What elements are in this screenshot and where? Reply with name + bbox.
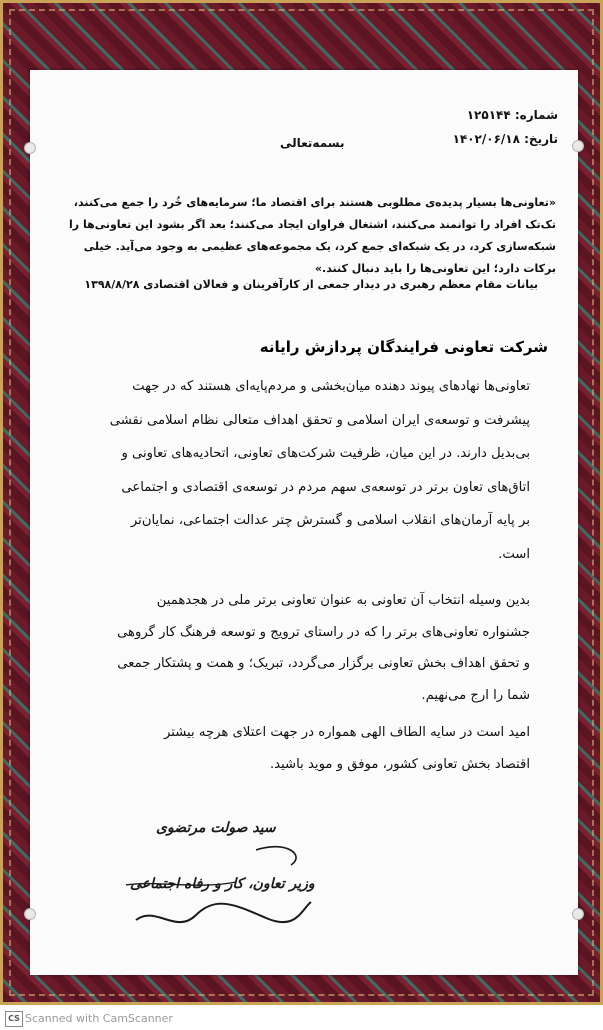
letter-paper xyxy=(30,70,578,975)
pin-icon xyxy=(24,142,36,154)
letter-number: شماره: ۱۲۵۱۴۴ xyxy=(466,108,558,122)
paragraph-line: بدین وسیله انتخاب آن تعاونی به عنوان تعاونی برتر ملی در هجدهمین xyxy=(156,593,530,608)
scanner-footer xyxy=(0,1005,603,1030)
signature-title: وزیر تعاون، کار و رفاه اجتماعی xyxy=(130,876,315,892)
paragraph-line: است. xyxy=(498,546,530,562)
quote-line: برکات دارد؛ این تعاونی‌ها را باید دنبال کنند.» xyxy=(314,262,556,275)
recipient-title: شرکت تعاونی فرایندگان پردازش رایانه xyxy=(259,338,548,356)
paragraph-line: بر پایه آرمان‌های انقلاب اسلامی و گسترش چتر عدالت اجتماعی، نمایان‌تر xyxy=(130,513,530,528)
paragraph-line: اتاق‌های تعاون برتر در توسعه‌ی سهم مردم در توسعه‌ی اقتصادی و اجتماعی xyxy=(121,479,530,495)
paragraph-line: تعاونی‌ها نهادهای پیوند دهنده میان‌بخشی و مردم‌پایه‌ای هستند که در جهت xyxy=(132,379,530,394)
letter-heading: بسمه‌تعالی xyxy=(280,136,345,150)
paragraph-2 xyxy=(62,585,530,711)
paragraph-line: اقتصاد بخش تعاونی کشور، موفق و موید باشید. xyxy=(269,756,530,772)
quote-line: «تعاونی‌ها بسیار پدیده‌ی مطلوبی هستند برای اقتصاد ما؛ سرمایه‌های خُرد را جمع می‌کنند، xyxy=(73,196,556,209)
paragraph-line: شما را ارج می‌نهیم. xyxy=(421,687,530,703)
paragraph-line: بی‌بدیل دارند. در این میان، ظرفیت شرکت‌های تعاونی، اتحادیه‌های تعاونی و xyxy=(121,446,530,461)
paragraph-line: جشنواره تعاونی‌های برتر را که در راستای ترویج و توسعه فرهنگ کار گروهی xyxy=(117,624,530,640)
quote-source: بیانات مقام معظم رهبری در دیدار جمعی از کارآفرینان و فعالان اقتصادی ۱۳۹۸/۸/۲۸ xyxy=(84,278,538,291)
paragraph-1 xyxy=(62,370,530,571)
paragraph-line: پیشرفت و توسعه‌ی ایران اسلامی و تحقق اهداف متعالی نظام اسلامی نقشی xyxy=(109,412,530,428)
camscanner-logo-icon: CS xyxy=(5,1011,23,1027)
paragraph-line: امید است در سایه الطاف الهی همواره در جهت اعتلای هرچه بیشتر xyxy=(164,725,530,740)
camscanner-watermark: Scanned with CamScanner xyxy=(25,1012,173,1025)
quote-line: تک‌تک افراد را توانمند می‌کنند، اشتغال فراوان ایجاد می‌کنند؛ بعد اگر بشود این تعاونی‌ها را xyxy=(69,218,556,231)
paragraph-3 xyxy=(62,717,530,780)
pin-icon xyxy=(572,140,584,152)
signature-name: سید صولت مرتضوی xyxy=(156,820,276,836)
pin-icon xyxy=(24,908,36,920)
letter-date: تاریخ: ۱۴۰۲/۰۶/۱۸ xyxy=(452,132,558,146)
quote-block xyxy=(60,192,556,280)
pin-icon xyxy=(572,908,584,920)
quote-line: شبکه‌سازی کرد، در یک شبکه‌ای جمع کرد، یک مجموعه‌های عظیمی به وجود می‌آید. خیلی xyxy=(83,240,556,253)
paragraph-line: و تحقق اهداف بخش تعاونی برگزار می‌گردد، تبریک؛ و همت و پشتکار جمعی xyxy=(117,656,530,671)
